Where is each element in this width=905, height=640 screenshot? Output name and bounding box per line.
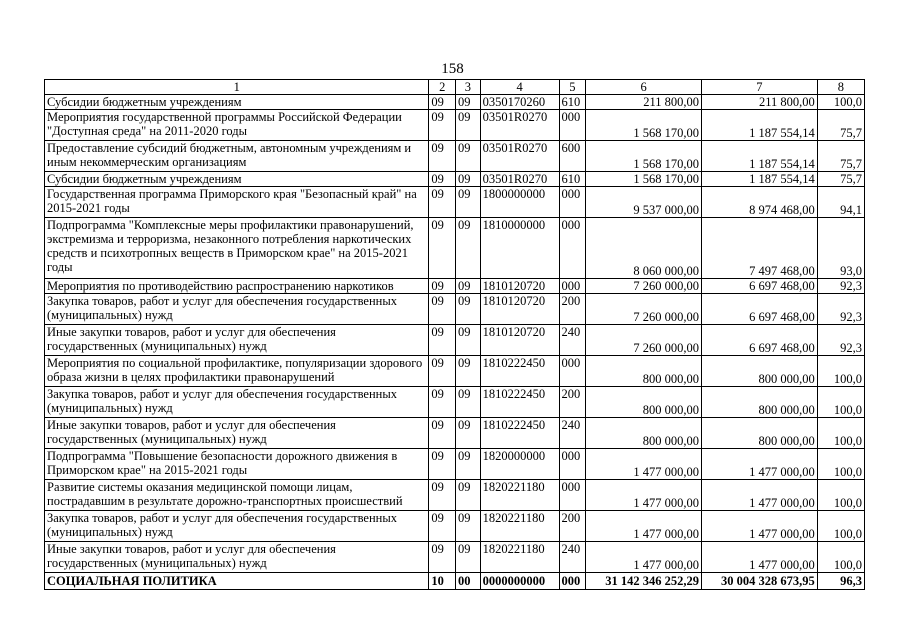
subsection-code-cell: 09 (456, 187, 481, 218)
percent-cell: 94,1 (817, 187, 864, 218)
percent-cell: 75,7 (817, 141, 864, 172)
percent-cell: 100,0 (817, 356, 864, 387)
section-code-cell: 09 (429, 95, 456, 110)
row-name-cell: Закупка товаров, работ и услуг для обеспечения государственных (муниципальных) нужд (45, 294, 429, 325)
budget-table (44, 79, 865, 590)
row-name-cell: Иные закупки товаров, работ и услуг для обеспечения государственных (муниципальных) нужд (45, 325, 429, 356)
expense-type-cell: 000 (559, 187, 586, 218)
section-code-cell: 09 (429, 511, 456, 542)
percent-cell: 96,3 (817, 573, 864, 590)
subsection-code-cell: 09 (456, 418, 481, 449)
planned-amount-cell: 1 477 000,00 (586, 511, 702, 542)
table-row (45, 325, 865, 356)
target-article-cell: 1810120720 (480, 294, 559, 325)
percent-cell: 93,0 (817, 218, 864, 279)
section-code-cell: 09 (429, 279, 456, 294)
actual-amount-cell: 1 477 000,00 (701, 511, 817, 542)
header-cell: 5 (559, 80, 586, 95)
expense-type-cell: 610 (559, 95, 586, 110)
table-row (45, 573, 865, 590)
expense-type-cell: 000 (559, 449, 586, 480)
target-article-cell: 1810000000 (480, 218, 559, 279)
actual-amount-cell: 7 497 468,00 (701, 218, 817, 279)
row-name-cell: Развитие системы оказания медицинской помощи лицам, пострадавшим в результате дорожно-транспортных происшествий (45, 480, 429, 511)
section-code-cell: 09 (429, 356, 456, 387)
table-row (45, 480, 865, 511)
expense-type-cell: 000 (559, 573, 586, 590)
row-name-cell: Иные закупки товаров, работ и услуг для обеспечения государственных (муниципальных) нужд (45, 418, 429, 449)
percent-cell: 92,3 (817, 325, 864, 356)
row-name-cell: Закупка товаров, работ и услуг для обеспечения государственных (муниципальных) нужд (45, 387, 429, 418)
table-row (45, 172, 865, 187)
actual-amount-cell: 8 974 468,00 (701, 187, 817, 218)
subsection-code-cell: 09 (456, 356, 481, 387)
section-code-cell: 09 (429, 172, 456, 187)
row-name-cell: Мероприятия по социальной профилактике, популяризации здорового образа жизни в целях профилактики правонарушений (45, 356, 429, 387)
row-name-cell: Подпрограмма "Комплексные меры профилактики правонарушений, экстремизма и терроризма, незаконного потребления наркотических средств и психотропных веществ в Приморском крае" на 2015-2021 годы (45, 218, 429, 279)
expense-type-cell: 000 (559, 356, 586, 387)
table-row (45, 279, 865, 294)
subsection-code-cell: 09 (456, 172, 481, 187)
actual-amount-cell: 800 000,00 (701, 356, 817, 387)
planned-amount-cell: 1 568 170,00 (586, 172, 702, 187)
table-row (45, 187, 865, 218)
table-row (45, 356, 865, 387)
percent-cell: 75,7 (817, 172, 864, 187)
target-article-cell: 1810222450 (480, 356, 559, 387)
header-cell: 6 (586, 80, 702, 95)
section-code-cell: 10 (429, 573, 456, 590)
target-article-cell: 1820221180 (480, 480, 559, 511)
target-article-cell: 03501R0270 (480, 141, 559, 172)
target-article-cell: 0000000000 (480, 573, 559, 590)
target-article-cell: 1820221180 (480, 511, 559, 542)
actual-amount-cell: 211 800,00 (701, 95, 817, 110)
actual-amount-cell: 1 477 000,00 (701, 480, 817, 511)
row-name-cell: Иные закупки товаров, работ и услуг для обеспечения государственных (муниципальных) нужд (45, 542, 429, 573)
percent-cell: 75,7 (817, 110, 864, 141)
row-name-cell: Государственная программа Приморского края "Безопасный край" на 2015-2021 годы (45, 187, 429, 218)
subsection-code-cell: 09 (456, 141, 481, 172)
expense-type-cell: 000 (559, 110, 586, 141)
target-article-cell: 1820000000 (480, 449, 559, 480)
planned-amount-cell: 1 477 000,00 (586, 542, 702, 573)
planned-amount-cell: 7 260 000,00 (586, 279, 702, 294)
expense-type-cell: 000 (559, 480, 586, 511)
percent-cell: 100,0 (817, 95, 864, 110)
subsection-code-cell: 09 (456, 387, 481, 418)
section-code-cell: 09 (429, 325, 456, 356)
subsection-code-cell: 09 (456, 294, 481, 325)
planned-amount-cell: 1 477 000,00 (586, 480, 702, 511)
target-article-cell: 1810120720 (480, 279, 559, 294)
actual-amount-cell: 6 697 468,00 (701, 279, 817, 294)
table-header-row (45, 80, 865, 95)
target-article-cell: 1800000000 (480, 187, 559, 218)
expense-type-cell: 200 (559, 387, 586, 418)
row-name-cell: СОЦИАЛЬНАЯ ПОЛИТИКА (45, 573, 429, 590)
planned-amount-cell: 1 568 170,00 (586, 141, 702, 172)
expense-type-cell: 240 (559, 418, 586, 449)
target-article-cell: 1810120720 (480, 325, 559, 356)
page-number: 158 (441, 61, 464, 77)
planned-amount-cell: 7 260 000,00 (586, 325, 702, 356)
table-row (45, 110, 865, 141)
row-name-cell: Субсидии бюджетным учреждениям (45, 95, 429, 110)
header-cell: 7 (701, 80, 817, 95)
percent-cell: 100,0 (817, 449, 864, 480)
section-code-cell: 09 (429, 387, 456, 418)
percent-cell: 100,0 (817, 511, 864, 542)
table-row (45, 418, 865, 449)
expense-type-cell: 610 (559, 172, 586, 187)
actual-amount-cell: 800 000,00 (701, 387, 817, 418)
section-code-cell: 09 (429, 110, 456, 141)
actual-amount-cell: 1 187 554,14 (701, 141, 817, 172)
expense-type-cell: 200 (559, 294, 586, 325)
percent-cell: 100,0 (817, 418, 864, 449)
section-code-cell: 09 (429, 542, 456, 573)
section-code-cell: 09 (429, 480, 456, 511)
planned-amount-cell: 211 800,00 (586, 95, 702, 110)
actual-amount-cell: 1 187 554,14 (701, 110, 817, 141)
percent-cell: 100,0 (817, 542, 864, 573)
planned-amount-cell: 1 568 170,00 (586, 110, 702, 141)
row-name-cell: Закупка товаров, работ и услуг для обеспечения государственных (муниципальных) нужд (45, 511, 429, 542)
header-cell: 1 (45, 80, 429, 95)
subsection-code-cell: 00 (456, 573, 481, 590)
section-code-cell: 09 (429, 418, 456, 449)
table-row (45, 95, 865, 110)
percent-cell: 92,3 (817, 279, 864, 294)
table-row (45, 218, 865, 279)
target-article-cell: 1810222450 (480, 418, 559, 449)
planned-amount-cell: 800 000,00 (586, 356, 702, 387)
planned-amount-cell: 7 260 000,00 (586, 294, 702, 325)
planned-amount-cell: 8 060 000,00 (586, 218, 702, 279)
actual-amount-cell: 30 004 328 673,95 (701, 573, 817, 590)
table-row (45, 294, 865, 325)
subsection-code-cell: 09 (456, 449, 481, 480)
section-code-cell: 09 (429, 141, 456, 172)
expense-type-cell: 240 (559, 325, 586, 356)
actual-amount-cell: 1 477 000,00 (701, 449, 817, 480)
planned-amount-cell: 9 537 000,00 (586, 187, 702, 218)
row-name-cell: Предоставление субсидий бюджетным, автономным учреждениям и иным некоммерческим организациям (45, 141, 429, 172)
planned-amount-cell: 800 000,00 (586, 418, 702, 449)
expense-type-cell: 200 (559, 511, 586, 542)
subsection-code-cell: 09 (456, 110, 481, 141)
section-code-cell: 09 (429, 218, 456, 279)
section-code-cell: 09 (429, 449, 456, 480)
actual-amount-cell: 800 000,00 (701, 418, 817, 449)
target-article-cell: 1820221180 (480, 542, 559, 573)
subsection-code-cell: 09 (456, 542, 481, 573)
actual-amount-cell: 1 477 000,00 (701, 542, 817, 573)
row-name-cell: Мероприятия государственной программы Российской Федерации "Доступная среда" на 2011-2020 годы (45, 110, 429, 141)
expense-type-cell: 000 (559, 279, 586, 294)
table-row (45, 542, 865, 573)
expense-type-cell: 240 (559, 542, 586, 573)
header-cell: 3 (456, 80, 481, 95)
percent-cell: 100,0 (817, 387, 864, 418)
row-name-cell: Мероприятия по противодействию распространению наркотиков (45, 279, 429, 294)
header-cell: 4 (480, 80, 559, 95)
section-code-cell: 09 (429, 294, 456, 325)
target-article-cell: 03501R0270 (480, 110, 559, 141)
target-article-cell: 03501R0270 (480, 172, 559, 187)
section-code-cell: 09 (429, 187, 456, 218)
expense-type-cell: 000 (559, 218, 586, 279)
expense-type-cell: 600 (559, 141, 586, 172)
subsection-code-cell: 09 (456, 279, 481, 294)
planned-amount-cell: 1 477 000,00 (586, 449, 702, 480)
target-article-cell: 0350170260 (480, 95, 559, 110)
row-name-cell: Подпрограмма "Повышение безопасности дорожного движения в Приморском крае" на 2015-2021 годы (45, 449, 429, 480)
subsection-code-cell: 09 (456, 325, 481, 356)
header-cell: 2 (429, 80, 456, 95)
header-cell: 8 (817, 80, 864, 95)
planned-amount-cell: 800 000,00 (586, 387, 702, 418)
table-row (45, 387, 865, 418)
subsection-code-cell: 09 (456, 95, 481, 110)
target-article-cell: 1810222450 (480, 387, 559, 418)
subsection-code-cell: 09 (456, 511, 481, 542)
percent-cell: 92,3 (817, 294, 864, 325)
table-row (45, 511, 865, 542)
actual-amount-cell: 6 697 468,00 (701, 325, 817, 356)
table-row (45, 449, 865, 480)
percent-cell: 100,0 (817, 480, 864, 511)
table-row (45, 141, 865, 172)
actual-amount-cell: 6 697 468,00 (701, 294, 817, 325)
row-name-cell: Субсидии бюджетным учреждениям (45, 172, 429, 187)
actual-amount-cell: 1 187 554,14 (701, 172, 817, 187)
subsection-code-cell: 09 (456, 218, 481, 279)
subsection-code-cell: 09 (456, 480, 481, 511)
planned-amount-cell: 31 142 346 252,29 (586, 573, 702, 590)
